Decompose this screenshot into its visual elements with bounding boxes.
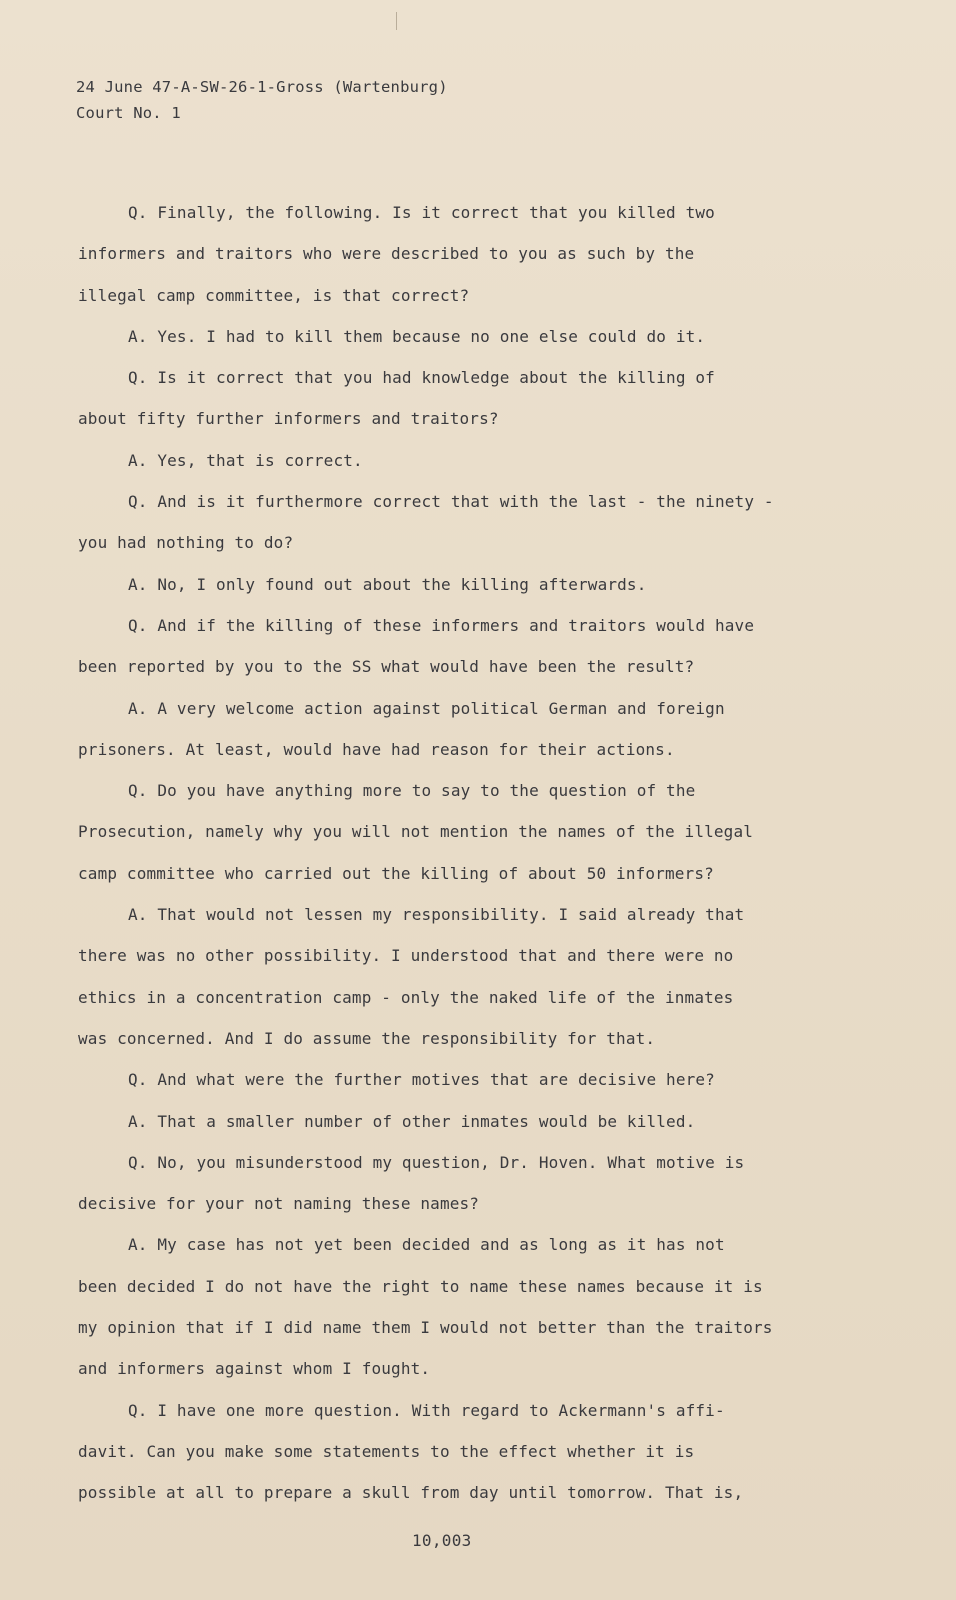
transcript-line: A. No, I only found out about the killing afterwards. (128, 574, 647, 594)
header-case-line: 24 June 47-A-SW-26-1-Gross (Wartenburg) (76, 78, 448, 96)
transcript-line: been decided I do not have the right to name these names because it is (78, 1276, 763, 1296)
transcript-line: Q. I have one more question. With regard to Ackermann's affi- (128, 1400, 725, 1420)
header-court-line: Court No. 1 (76, 104, 181, 122)
transcript-line: camp committee who carried out the killing of about 50 informers? (78, 863, 714, 883)
document-header (76, 74, 448, 126)
transcript-line: decisive for your not naming these names? (78, 1194, 480, 1214)
transcript-line: davit. Can you make some statements to the effect whether it is (78, 1441, 695, 1461)
transcript-line: Q. And is it furthermore correct that with the last - the ninety - (128, 492, 774, 512)
transcript-line: you had nothing to do? (78, 533, 294, 553)
transcript-line: Q. And what were the further motives that are decisive here? (128, 1070, 715, 1090)
transcript-line: Q. Do you have anything more to say to the question of the (128, 781, 696, 801)
transcript-line: about fifty further informers and traitors? (78, 409, 499, 429)
transcript-line: illegal camp committee, is that correct? (78, 285, 470, 305)
transcript-line: Prosecution, namely why you will not mention the names of the illegal (78, 822, 754, 842)
transcript-line: was concerned. And I do assume the responsibility for that. (78, 1028, 656, 1048)
transcript-line: Q. And if the killing of these informers and traitors would have (128, 615, 755, 635)
transcript-line: A. That a smaller number of other inmates would be killed. (128, 1111, 696, 1131)
transcript-line: Q. Is it correct that you had knowledge about the killing of (128, 368, 715, 388)
page-number: 10,003 (412, 1531, 472, 1550)
transcript-line: A. Yes. I had to kill them because no one else could do it. (128, 326, 706, 346)
transcript-line: possible at all to prepare a skull from day until tomorrow. That is, (78, 1483, 744, 1503)
transcript-line: Q. No, you misunderstood my question, Dr. Hoven. What motive is (128, 1152, 745, 1172)
transcript-line: been reported by you to the SS what would have been the result? (78, 657, 695, 677)
transcript-line: A. That would not lessen my responsibility. I said already that (128, 905, 745, 925)
transcript-line: A. My case has not yet been decided and as long as it has not (128, 1235, 725, 1255)
transcript-line: there was no other possibility. I understood that and there were no (78, 946, 734, 966)
transcript-line: Q. Finally, the following. Is it correct that you killed two (128, 203, 715, 222)
transcript-line: A. A very welcome action against political German and foreign (128, 698, 725, 718)
transcript-body (78, 192, 818, 1514)
binding-mark (396, 12, 397, 30)
transcript-line: informers and traitors who were described to you as such by the (78, 244, 695, 264)
transcript-line: A. Yes, that is correct. (128, 450, 363, 470)
transcript-line: and informers against whom I fought. (78, 1359, 431, 1379)
transcript-line: my opinion that if I did name them I would not better than the traitors (78, 1318, 773, 1338)
transcript-line: prisoners. At least, would have had reason for their actions. (78, 739, 675, 759)
transcript-line: ethics in a concentration camp - only the naked life of the inmates (78, 987, 734, 1007)
